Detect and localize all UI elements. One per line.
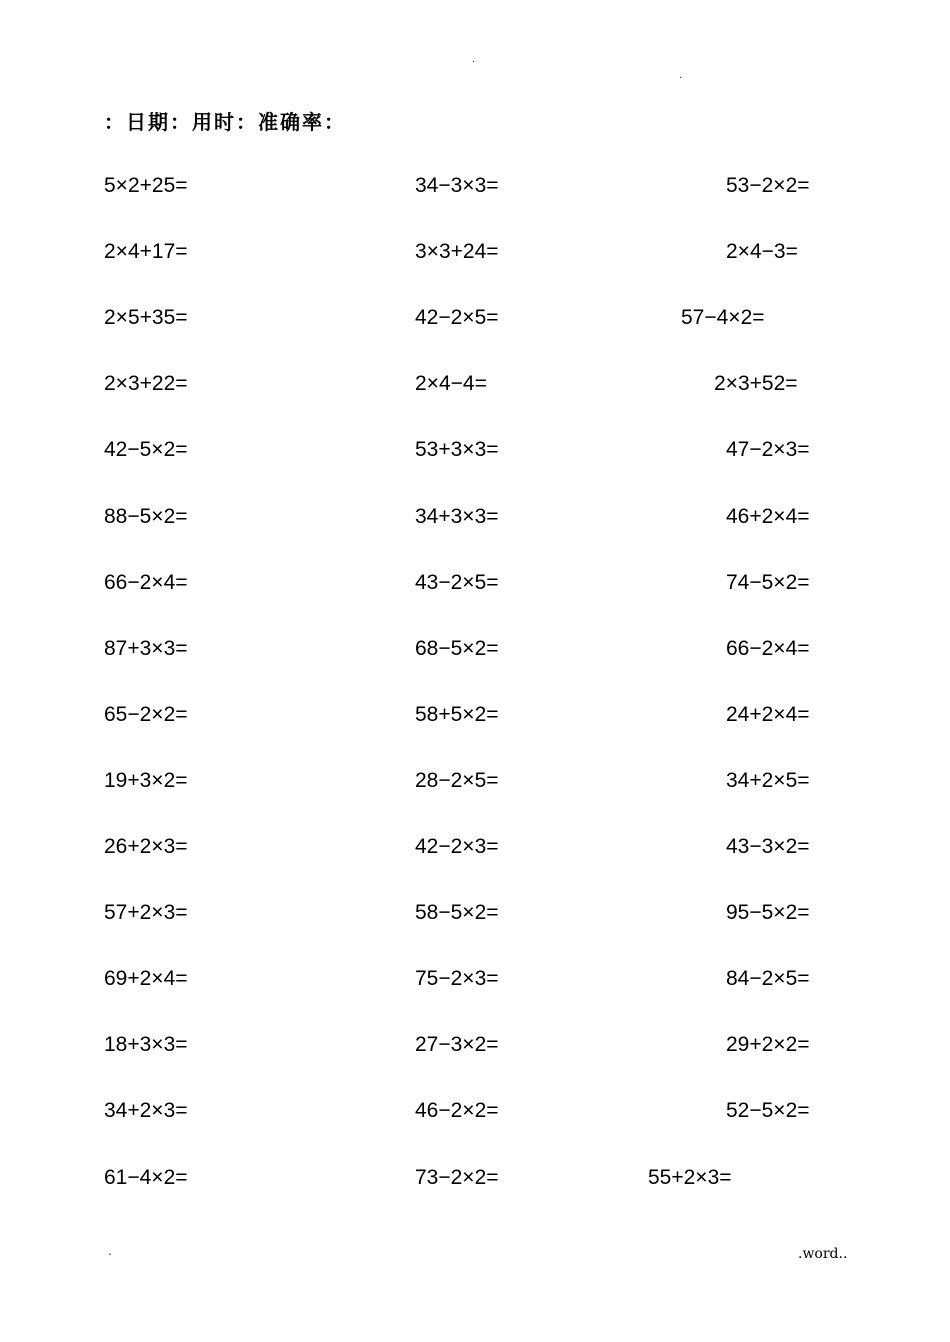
arithmetic-problem: 2×3+22= xyxy=(104,372,188,395)
arithmetic-problem: 27−3×2= xyxy=(415,1033,499,1056)
arithmetic-problem: 34+2×3= xyxy=(104,1099,188,1122)
arithmetic-problem: 66−2×4= xyxy=(726,637,810,660)
arithmetic-problem: 2×4−3= xyxy=(726,240,798,263)
arithmetic-problem: 19+3×2= xyxy=(104,769,188,792)
arithmetic-problem: 55+2×3= xyxy=(648,1166,732,1189)
arithmetic-problem: 58−5×2= xyxy=(415,901,499,924)
arithmetic-problem: 18+3×3= xyxy=(104,1033,188,1056)
arithmetic-problem: 24+2×4= xyxy=(726,703,810,726)
arithmetic-problem: 84−2×5= xyxy=(726,967,810,990)
arithmetic-problem: 3×3+24= xyxy=(415,240,499,263)
decorative-dot: . xyxy=(108,1244,112,1258)
arithmetic-problem: 42−5×2= xyxy=(104,438,188,461)
decorative-dot: · xyxy=(679,73,683,84)
arithmetic-problem: 95−5×2= xyxy=(726,901,810,924)
arithmetic-problem: 42−2×5= xyxy=(415,306,499,329)
arithmetic-problem: 52−5×2= xyxy=(726,1099,810,1122)
decorative-dot: · xyxy=(472,57,476,68)
arithmetic-problem: 46+2×4= xyxy=(726,505,810,528)
arithmetic-problem: 43−2×5= xyxy=(415,571,499,594)
arithmetic-problem: 75−2×3= xyxy=(415,967,499,990)
arithmetic-problem: 29+2×2= xyxy=(726,1033,810,1056)
arithmetic-problem: 47−2×3= xyxy=(726,438,810,461)
arithmetic-problem: 26+2×3= xyxy=(104,835,188,858)
arithmetic-problem: 73−2×2= xyxy=(415,1166,499,1189)
arithmetic-problem: 53+3×3= xyxy=(415,438,499,461)
worksheet-header: ：日期：用时：准确率： xyxy=(104,110,346,134)
arithmetic-problem: 74−5×2= xyxy=(726,571,810,594)
arithmetic-problem: 2×4−4= xyxy=(415,372,487,395)
arithmetic-problem: 42−2×3= xyxy=(415,835,499,858)
arithmetic-problem: 34+3×3= xyxy=(415,505,499,528)
arithmetic-problem: 87+3×3= xyxy=(104,637,188,660)
arithmetic-problem: 57−4×2= xyxy=(681,306,765,329)
arithmetic-problem: 66−2×4= xyxy=(104,571,188,594)
arithmetic-problem: 58+5×2= xyxy=(415,703,499,726)
arithmetic-problem: 43−3×2= xyxy=(726,835,810,858)
arithmetic-problem: 5×2+25= xyxy=(104,174,188,197)
arithmetic-problem: 2×4+17= xyxy=(104,240,188,263)
arithmetic-problem: 2×3+52= xyxy=(714,372,798,395)
footer-text: .word.. xyxy=(798,1246,848,1262)
arithmetic-problem: 34+2×5= xyxy=(726,769,810,792)
arithmetic-problem: 65−2×2= xyxy=(104,703,188,726)
arithmetic-problem: 88−5×2= xyxy=(104,505,188,528)
arithmetic-problem: 61−4×2= xyxy=(104,1166,188,1189)
arithmetic-problem: 57+2×3= xyxy=(104,901,188,924)
arithmetic-problem: 28−2×5= xyxy=(415,769,499,792)
arithmetic-problem: 69+2×4= xyxy=(104,967,188,990)
arithmetic-problem: 46−2×2= xyxy=(415,1099,499,1122)
arithmetic-problem: 53−2×2= xyxy=(726,174,810,197)
arithmetic-problem: 2×5+35= xyxy=(104,306,188,329)
arithmetic-problem: 68−5×2= xyxy=(415,637,499,660)
arithmetic-problem: 34−3×3= xyxy=(415,174,499,197)
